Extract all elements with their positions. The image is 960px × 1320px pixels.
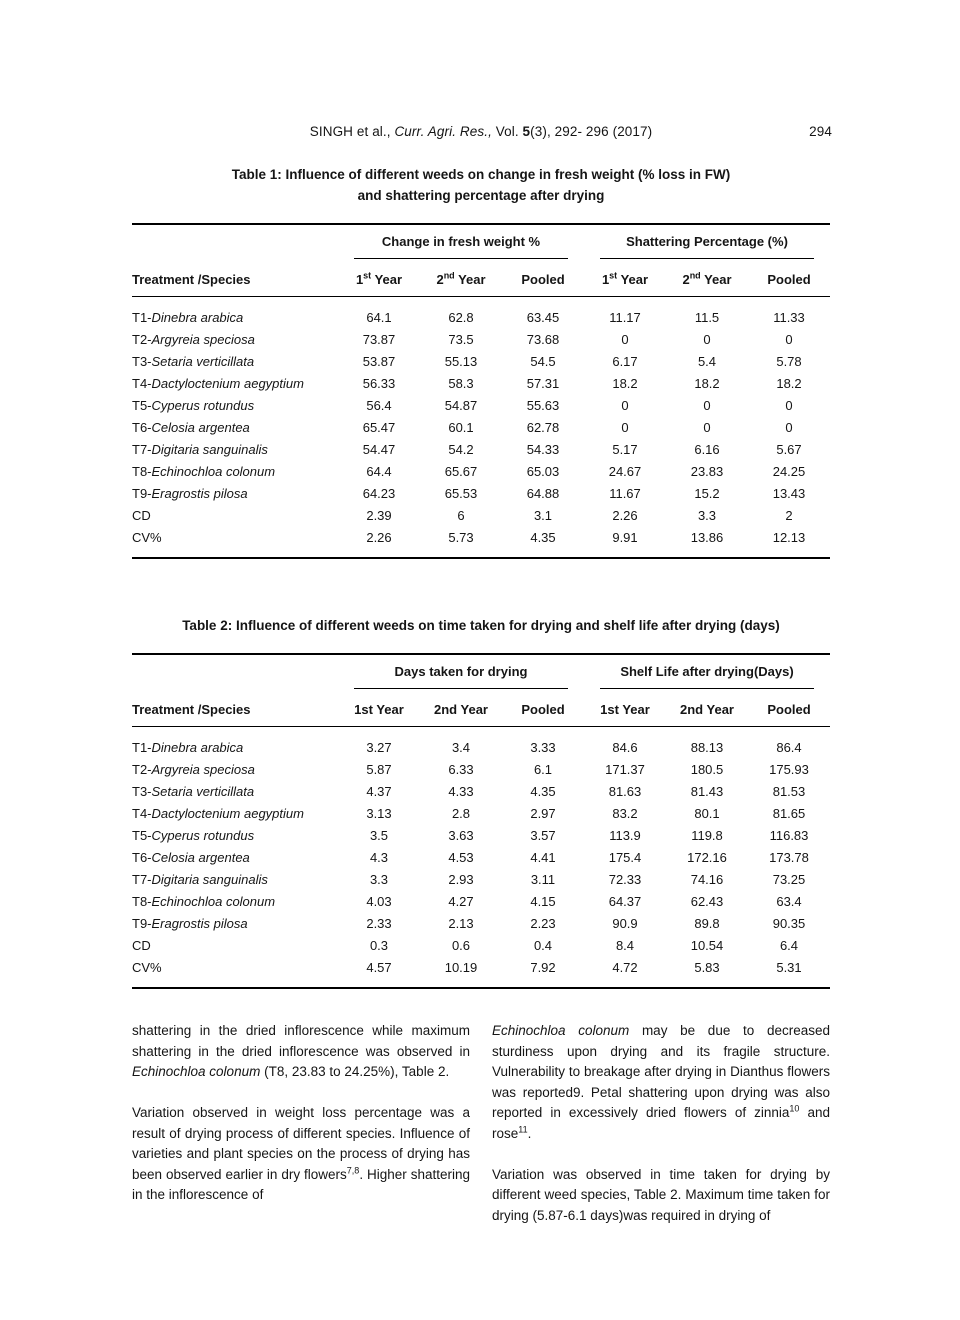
species-name: Echinochloa colonum (151, 464, 276, 479)
treatment-species-cell: CV% (132, 530, 162, 545)
treatment-species-cell: T1-Dinebra arabica (132, 740, 244, 755)
value-cell: 2.93 (448, 872, 474, 887)
value-cell: 175.93 (769, 762, 809, 777)
treatment-species-cell: T6-Celosia argentea (132, 420, 250, 435)
value-cell: 3.3 (369, 872, 389, 887)
value-cell: 81.63 (608, 784, 642, 799)
column-header: 1st Year (584, 259, 666, 297)
value-cell: 5.87 (366, 762, 392, 777)
species-name: Echinochloa colonum (151, 894, 276, 909)
treatment-species-cell: T2-Argyreia speciosa (132, 762, 255, 777)
column-header: 2nd Year (420, 259, 502, 297)
table-row (132, 483, 830, 505)
text-segment: may be due to decreased sturdiness upon drying and its fragile structure. Vulnerability to breakage after drying in Dianthus flowers was reported9. Petal shattering upon drying was also reported in excessively dried flowers of zinnia (492, 1023, 830, 1120)
body-paragraph (132, 1103, 470, 1206)
text-segment: Echinochloa colonum (492, 1023, 630, 1038)
species-name: Setaria verticillata (151, 784, 255, 799)
group-header-spacer (132, 654, 338, 689)
table-title-line: Table 2: Influence of different weeds on time taken for drying and shelf life after drying (days) (182, 618, 780, 633)
table-row (132, 329, 830, 351)
column-group-cell (338, 654, 584, 689)
table-title-line: and shattering percentage after drying (357, 188, 605, 203)
column-group-label: Days taken for drying (354, 655, 568, 689)
value-cell: 0.3 (369, 938, 389, 953)
column-header: Pooled (748, 689, 830, 727)
treatment-species-cell: T9-Eragrostis pilosa (132, 486, 248, 501)
table-row (132, 373, 830, 395)
value-cell: 0 (621, 398, 629, 413)
value-cell: 74.16 (690, 872, 724, 887)
value-cell: 53.87 (362, 354, 396, 369)
table-row (132, 505, 830, 527)
species-name: Celosia argentea (151, 420, 250, 435)
value-cell: 172.16 (687, 850, 727, 865)
body-paragraph (492, 1021, 830, 1144)
table-row (132, 935, 830, 957)
table-head (132, 654, 830, 727)
treatment-species-cell: T7-Digitaria sanguinalis (132, 872, 268, 887)
column-header-row (132, 689, 830, 727)
column-header: 2nd Year (666, 689, 748, 727)
value-cell: 64.37 (608, 894, 642, 909)
text-segment: SINGH (309, 124, 354, 139)
value-cell: 24.67 (608, 464, 642, 479)
value-cell: 86.4 (776, 740, 802, 755)
value-cell: 2.13 (448, 916, 474, 931)
table-2-section (132, 615, 830, 989)
table-row (132, 891, 830, 913)
treatment-species-cell: CD (132, 508, 151, 523)
value-cell: 3.5 (369, 828, 389, 843)
value-cell: 54.5 (530, 354, 556, 369)
species-name: Digitaria sanguinalis (151, 872, 268, 887)
value-cell: 11.33 (773, 310, 805, 325)
value-cell: 60.1 (448, 420, 474, 435)
column-group-cell (584, 654, 830, 689)
value-cell: 3.57 (530, 828, 556, 843)
value-cell: 0 (785, 398, 793, 413)
value-cell: 5.31 (776, 960, 802, 975)
value-cell: 18.2 (694, 376, 720, 391)
table-row (132, 439, 830, 461)
table-row (132, 527, 830, 559)
value-cell: 18.2 (612, 376, 638, 391)
page-number: 294 (809, 124, 832, 139)
column-header: 2nd Year (666, 259, 748, 297)
value-cell: 7.92 (530, 960, 556, 975)
column-group-cell (584, 224, 830, 259)
value-cell: 4.72 (612, 960, 638, 975)
column-header-row (132, 259, 830, 297)
value-cell: 5.83 (694, 960, 720, 975)
column-header: Pooled (502, 259, 584, 297)
value-cell: 64.4 (366, 464, 392, 479)
value-cell: 55.13 (444, 354, 478, 369)
column-header: Pooled (748, 259, 830, 297)
value-cell: 4.35 (530, 530, 556, 545)
value-cell: 13.86 (690, 530, 724, 545)
species-name: Argyreia speciosa (151, 332, 255, 347)
value-cell: 65.53 (444, 486, 478, 501)
column-header: Pooled (502, 689, 584, 727)
table-row (132, 297, 830, 329)
column-header: 2nd Year (420, 689, 502, 727)
value-cell: 171.37 (605, 762, 645, 777)
value-cell: 3.1 (533, 508, 553, 523)
treatment-species-cell: T4-Dactyloctenium aegyptium (132, 376, 304, 391)
text-segment: 5 (522, 124, 531, 139)
text-segment: . (527, 1125, 532, 1141)
body-text (132, 1021, 830, 1226)
text-segment: 11 (518, 1124, 528, 1134)
value-cell: 63.4 (776, 894, 802, 909)
value-cell: 2.23 (530, 916, 556, 931)
table-row (132, 825, 830, 847)
value-cell: 0 (621, 332, 629, 347)
table-row (132, 395, 830, 417)
value-cell: 119.8 (691, 828, 723, 843)
treatment-species-cell: T5-Cyperus rotundus (132, 398, 255, 413)
table-row (132, 461, 830, 483)
table-title-line: Table 1: Influence of different weeds on change in fresh weight (% loss in FW) (231, 167, 731, 182)
treatment-species-cell: T8-Echinochloa colonum (132, 464, 276, 479)
table-1 (132, 223, 830, 559)
value-cell: 5.78 (776, 354, 802, 369)
text-segment: Variation was observed in time taken for drying by different weed species, Table 2. Maximum time taken for drying (5.87-6.1 days)was required in drying of (492, 1166, 830, 1223)
value-cell: 62.43 (690, 894, 724, 909)
value-cell: 73.5 (448, 332, 474, 347)
value-cell: 64.1 (366, 310, 392, 325)
value-cell: 90.9 (612, 916, 638, 931)
value-cell: 10.54 (690, 938, 724, 953)
value-cell: 54.87 (444, 398, 478, 413)
treatment-species-cell: T2-Argyreia speciosa (132, 332, 255, 347)
table-row (132, 417, 830, 439)
value-cell: 5.67 (776, 442, 802, 457)
value-cell: 9.91 (612, 530, 638, 545)
value-cell: 2 (785, 508, 793, 523)
page-header (132, 124, 830, 139)
text-segment: Echinochloa colonum (132, 1064, 261, 1079)
text-segment: (T8, 23.83 to 24.25%), Table 2. (260, 1064, 450, 1079)
value-cell: 64.23 (362, 486, 396, 501)
value-cell: 2.8 (451, 806, 471, 821)
value-cell: 89.8 (694, 916, 720, 931)
species-name: Eragrostis pilosa (151, 486, 248, 501)
text-segment: et al., (353, 124, 395, 139)
species-name: Celosia argentea (151, 850, 250, 865)
value-cell: 0 (785, 332, 793, 347)
species-name: Digitaria sanguinalis (151, 442, 268, 457)
value-cell: 4.37 (366, 784, 392, 799)
value-cell: 3.63 (448, 828, 474, 843)
table-row (132, 759, 830, 781)
value-cell: 23.83 (690, 464, 724, 479)
species-name: Dinebra arabica (151, 740, 244, 755)
value-cell: 0 (621, 420, 629, 435)
species-name: Eragrostis pilosa (151, 916, 248, 931)
value-cell: 2.39 (366, 508, 392, 523)
value-cell: 6.33 (448, 762, 474, 777)
text-segment: and rose (492, 1105, 830, 1141)
value-cell: 0.6 (451, 938, 471, 953)
value-cell: 18.2 (776, 376, 802, 391)
value-cell: 0.4 (533, 938, 553, 953)
value-cell: 180.5 (690, 762, 724, 777)
value-cell: 54.33 (526, 442, 560, 457)
value-cell: 11.5 (694, 310, 720, 325)
value-cell: 65.03 (526, 464, 560, 479)
value-cell: 56.33 (362, 376, 396, 391)
table-row (132, 913, 830, 935)
value-cell: 65.67 (444, 464, 478, 479)
row-header-label: Treatment /Species (132, 689, 338, 727)
treatment-species-cell: T1-Dinebra arabica (132, 310, 244, 325)
page-content (132, 0, 830, 1226)
value-cell: 72.33 (608, 872, 642, 887)
text-segment: (3), 292- 296 (2017) (530, 124, 653, 139)
value-cell: 3.4 (451, 740, 471, 755)
value-cell: 81.43 (690, 784, 724, 799)
table-title (132, 164, 830, 206)
table-row (132, 957, 830, 989)
value-cell: 54.47 (362, 442, 396, 457)
journal-citation (310, 124, 652, 139)
value-cell: 81.65 (772, 806, 806, 821)
treatment-species-cell: T5-Cyperus rotundus (132, 828, 255, 843)
treatment-species-cell: T7-Digitaria sanguinalis (132, 442, 268, 457)
body-paragraph (492, 1165, 830, 1227)
value-cell: 73.87 (362, 332, 396, 347)
value-cell: 3.11 (530, 872, 556, 887)
value-cell: 5.73 (448, 530, 474, 545)
text-segment: 7,8 (346, 1165, 360, 1175)
table-title (132, 615, 830, 636)
treatment-species-cell: T3-Setaria verticillata (132, 354, 255, 369)
text-segment: Vol. (491, 124, 523, 139)
value-cell: 116.83 (769, 828, 809, 843)
treatment-species-cell: T6-Celosia argentea (132, 850, 250, 865)
value-cell: 63.45 (526, 310, 560, 325)
value-cell: 73.68 (526, 332, 560, 347)
species-name: Argyreia speciosa (151, 762, 255, 777)
text-segment: 10 (789, 1103, 800, 1114)
value-cell: 81.53 (772, 784, 806, 799)
treatment-species-cell: T4-Dactyloctenium aegyptium (132, 806, 304, 821)
value-cell: 0 (785, 420, 793, 435)
table-row (132, 781, 830, 803)
treatment-species-cell: T3-Setaria verticillata (132, 784, 255, 799)
value-cell: 6.4 (779, 938, 799, 953)
value-cell: 4.35 (530, 784, 556, 799)
column-header: 1st Year (338, 689, 420, 727)
value-cell: 58.3 (448, 376, 474, 391)
species-name: Cyperus rotundus (151, 398, 255, 413)
text-segment: . Higher shattering in the inflorescence of (132, 1166, 470, 1202)
value-cell: 84.6 (612, 740, 638, 755)
value-cell: 15.2 (694, 486, 720, 501)
treatment-species-cell: T8-Echinochloa colonum (132, 894, 276, 909)
table-row (132, 803, 830, 825)
species-name: Dinebra arabica (151, 310, 244, 325)
text-segment: shattering in the dried inflorescence while maximum shattering in the dried inflorescence was observed in (132, 1023, 470, 1059)
value-cell: 55.63 (526, 398, 560, 413)
value-cell: 5.17 (612, 442, 638, 457)
value-cell: 4.33 (448, 784, 474, 799)
value-cell: 57.31 (526, 376, 560, 391)
value-cell: 73.25 (772, 872, 806, 887)
table-row (132, 351, 830, 373)
table-row (132, 727, 830, 759)
value-cell: 3.13 (366, 806, 392, 821)
value-cell: 62.8 (448, 310, 474, 325)
table-head (132, 224, 830, 297)
table-row (132, 869, 830, 891)
species-name: Dactyloctenium aegyptium (151, 806, 304, 821)
value-cell: 62.78 (526, 420, 560, 435)
value-cell: 88.13 (690, 740, 724, 755)
value-cell: 5.4 (697, 354, 717, 369)
value-cell: 12.13 (772, 530, 806, 545)
value-cell: 175.4 (608, 850, 642, 865)
column-group-label: Shattering Percentage (%) (600, 225, 814, 259)
table-body (132, 727, 830, 989)
value-cell: 64.88 (526, 486, 560, 501)
value-cell: 6 (457, 508, 465, 523)
table-1-section (132, 164, 830, 559)
value-cell: 4.41 (530, 850, 556, 865)
column-group-cell (338, 224, 584, 259)
value-cell: 2.97 (530, 806, 556, 821)
species-name: Cyperus rotundus (151, 828, 255, 843)
value-cell: 11.17 (609, 310, 641, 325)
value-cell: 0 (703, 420, 711, 435)
value-cell: 4.03 (366, 894, 392, 909)
value-cell: 3.27 (366, 740, 392, 755)
value-cell: 56.4 (366, 398, 392, 413)
column-header: 1st Year (338, 259, 420, 297)
text-segment: Variation observed in weight loss percentage was a result of drying process of different species. Influence of varieties and plant species on the process of drying has been observed earlier in dry flowers (132, 1105, 470, 1182)
value-cell: 4.15 (530, 894, 556, 909)
column-group-label: Shelf Life after drying(Days) (600, 655, 814, 689)
body-paragraph (132, 1021, 470, 1083)
group-header-row (132, 224, 830, 259)
value-cell: 0 (703, 332, 711, 347)
value-cell: 4.3 (369, 850, 389, 865)
value-cell: 54.2 (448, 442, 474, 457)
value-cell: 4.57 (366, 960, 392, 975)
table-row (132, 847, 830, 869)
treatment-species-cell: CD (132, 938, 151, 953)
value-cell: 2.33 (366, 916, 392, 931)
value-cell: 83.2 (612, 806, 638, 821)
value-cell: 13.43 (772, 486, 806, 501)
value-cell: 6.17 (612, 354, 638, 369)
column-header: 1st Year (584, 689, 666, 727)
species-name: Dactyloctenium aegyptium (151, 376, 304, 391)
treatment-species-cell: T9-Eragrostis pilosa (132, 916, 248, 931)
text-segment: Curr. Agri. Res., (394, 124, 492, 139)
value-cell: 24.25 (772, 464, 806, 479)
value-cell: 3.3 (697, 508, 717, 523)
table-body (132, 297, 830, 559)
value-cell: 90.35 (772, 916, 806, 931)
value-cell: 2.26 (612, 508, 638, 523)
value-cell: 11.67 (609, 486, 641, 501)
species-name: Setaria verticillata (151, 354, 255, 369)
body-column-left (132, 1021, 470, 1226)
value-cell: 65.47 (362, 420, 396, 435)
value-cell: 4.53 (448, 850, 474, 865)
table-2 (132, 653, 830, 989)
treatment-species-cell: CV% (132, 960, 162, 975)
value-cell: 80.1 (694, 806, 720, 821)
value-cell: 0 (703, 398, 711, 413)
value-cell: 173.78 (769, 850, 809, 865)
value-cell: 3.33 (530, 740, 556, 755)
group-header-row (132, 654, 830, 689)
body-column-right (492, 1021, 830, 1226)
value-cell: 2.26 (366, 530, 392, 545)
column-group-label: Change in fresh weight % (354, 225, 568, 259)
value-cell: 6.16 (694, 442, 720, 457)
row-header-label: Treatment /Species (132, 259, 338, 297)
value-cell: 113.9 (609, 828, 641, 843)
group-header-spacer (132, 224, 338, 259)
value-cell: 4.27 (448, 894, 474, 909)
value-cell: 6.1 (533, 762, 553, 777)
value-cell: 8.4 (615, 938, 635, 953)
value-cell: 10.19 (444, 960, 478, 975)
